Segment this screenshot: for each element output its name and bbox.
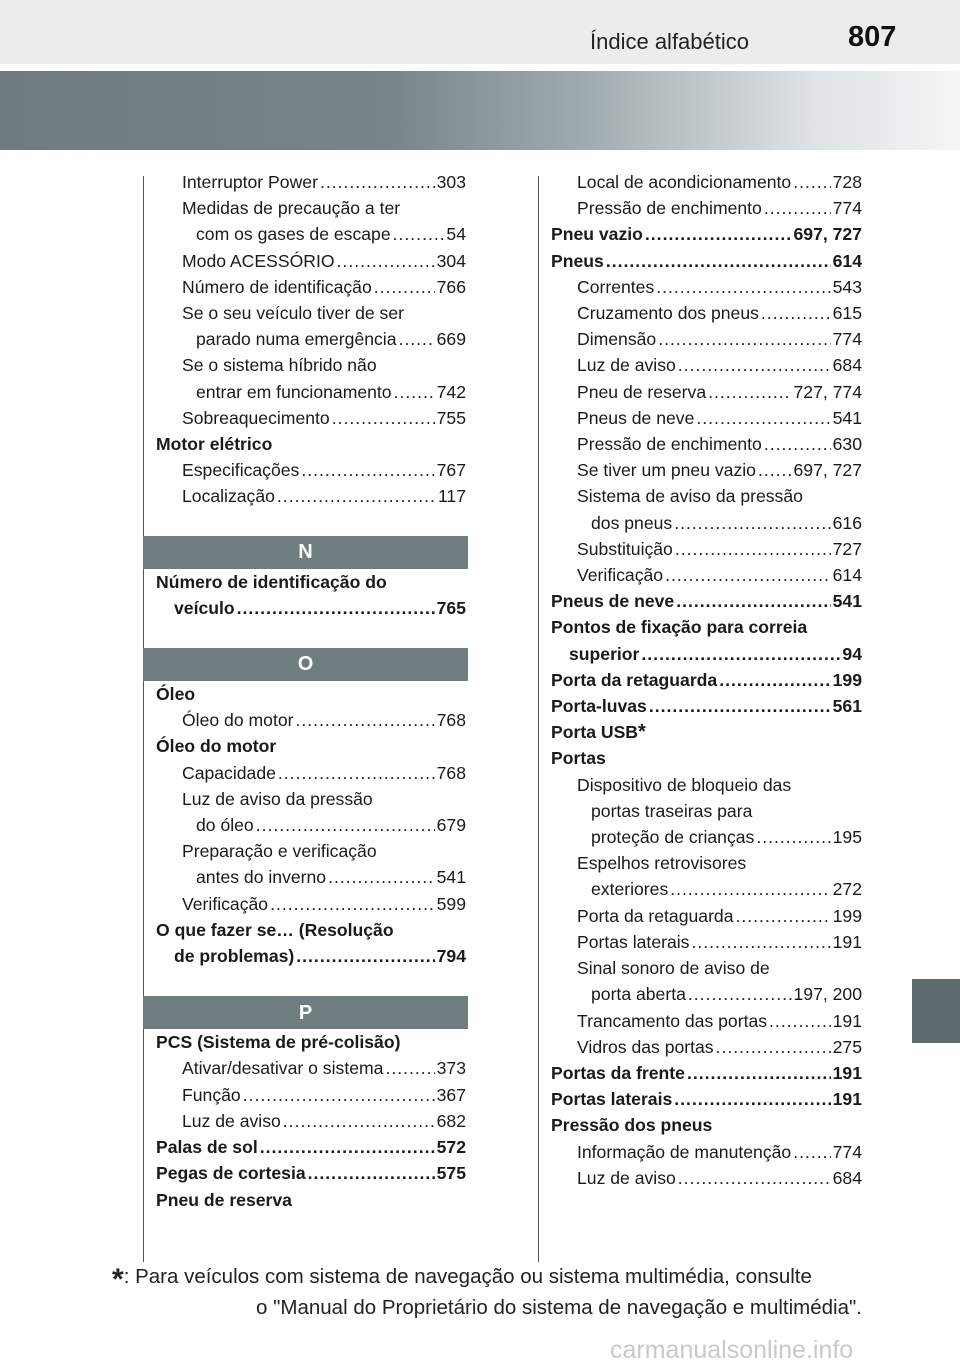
entry-term: Espelhos retrovisores: [577, 853, 747, 874]
entry-term: Porta da retaguarda: [551, 669, 718, 690]
entry-term: Verificação: [577, 565, 664, 586]
entry-term: Óleo do motor: [182, 710, 294, 731]
index-entry: [551, 457, 862, 483]
entry-term: Pneu vazio: [551, 224, 643, 245]
entry-term: porta aberta: [591, 984, 686, 1005]
entry-term: Pressão dos pneus: [551, 1115, 713, 1136]
index-entry: [551, 614, 862, 640]
index-entry: [551, 326, 862, 352]
entry-page-ref: 774: [832, 329, 862, 350]
entry-page-ref: 768: [436, 762, 466, 783]
entry-term: Sobreaquecimento: [182, 407, 330, 428]
entry-term: PCS (Sistema de pré-colisão): [156, 1032, 401, 1053]
index-entry: [156, 169, 466, 195]
entry-term: Pegas de cortesia: [156, 1163, 306, 1184]
dot-leader: [328, 864, 435, 890]
index-entry: [156, 1160, 466, 1186]
index-entry: [156, 864, 466, 890]
section-header-p: P: [143, 996, 468, 1029]
entry-page-ref: 755: [436, 407, 466, 428]
entry-page-ref: 615: [832, 303, 862, 324]
index-entry: [156, 195, 466, 221]
dot-leader: [656, 274, 830, 300]
dot-leader: [665, 562, 831, 588]
index-entry: [551, 431, 862, 457]
index-entry: [156, 483, 466, 509]
dot-leader: [645, 221, 792, 247]
entry-page-ref: 195: [832, 827, 862, 848]
index-entry: [156, 352, 466, 378]
entry-term: Se o seu veículo tiver de ser: [182, 303, 404, 324]
section-header-n: N: [143, 536, 468, 569]
entry-page-ref: 94: [842, 643, 862, 664]
index-entry: [156, 838, 466, 864]
entry-term: Se tiver um pneu vazio: [577, 460, 756, 481]
entry-term: Porta USB: [551, 722, 639, 743]
index-entry: [551, 483, 862, 509]
entry-page-ref: 727, 774: [793, 381, 862, 402]
index-entry: [551, 300, 862, 326]
entry-page-ref: 572: [436, 1137, 466, 1158]
entry-page-ref: 541: [832, 407, 862, 428]
dot-leader: [658, 326, 830, 352]
entry-page-ref: 669: [436, 329, 466, 350]
left-column-rule: [143, 176, 144, 1262]
index-entry: [551, 745, 862, 771]
entry-term: Medidas de precaução a ter: [182, 198, 401, 219]
index-entry: [551, 772, 862, 798]
entry-page-ref: 742: [436, 381, 466, 402]
entry-term: Interruptor Power: [182, 172, 318, 192]
entry-term: Porta da retaguarda: [577, 905, 734, 926]
index-entry: [551, 1165, 862, 1191]
index-entry: [551, 1112, 862, 1138]
dot-leader: [676, 588, 830, 614]
dot-leader: [716, 1034, 831, 1060]
dot-leader: [278, 760, 435, 786]
index-column-left: [156, 169, 466, 1213]
entry-term: Porta-luvas: [551, 696, 647, 717]
dot-leader: [295, 707, 434, 733]
dot-leader: [308, 1160, 435, 1186]
index-entry: [156, 707, 466, 733]
entry-page-ref: 561: [832, 696, 862, 717]
entry-term: do óleo: [196, 815, 254, 836]
footnote-line-2: o "Manual do Proprietário do sistema de navegação e multimédia".: [256, 1296, 862, 1319]
entry-page-ref: 697, 727: [793, 224, 862, 245]
index-entry: [156, 1108, 466, 1134]
chapter-side-tab: [912, 979, 960, 1043]
entry-page-ref: 794: [436, 946, 466, 967]
index-entry: [551, 274, 862, 300]
entry-term: Portas: [551, 748, 606, 769]
entry-term: veículo: [174, 597, 235, 618]
dot-leader: [758, 457, 792, 483]
entry-page-ref: 303: [436, 172, 466, 192]
dot-leader: [736, 903, 831, 929]
dot-leader: [277, 483, 436, 509]
entry-term: Vidros das portas: [577, 1036, 714, 1057]
entry-term: Luz de aviso: [577, 1167, 676, 1188]
entry-page-ref: 373: [436, 1058, 466, 1079]
entry-term: Substituição: [577, 538, 673, 559]
index-entry: [551, 562, 862, 588]
entry-page-ref: 630: [832, 434, 862, 455]
entry-term: Verificação: [182, 893, 269, 914]
index-column-right: [551, 169, 862, 1191]
index-entry: [551, 641, 862, 667]
dot-leader: [399, 326, 435, 352]
dot-leader: [332, 405, 435, 431]
dot-leader: [719, 667, 830, 693]
dot-leader: [688, 981, 792, 1007]
entry-term: Pneus de neve: [551, 591, 675, 612]
section-spacer: [156, 969, 466, 996]
entry-term: entrar em funcionamento: [196, 381, 392, 402]
dot-leader: [641, 641, 840, 667]
dot-leader: [674, 1086, 830, 1112]
index-entry: [156, 595, 466, 621]
entry-page-ref: 117: [437, 486, 466, 507]
dot-leader: [696, 405, 830, 431]
index-entry: [551, 876, 862, 902]
index-entry: [156, 1055, 466, 1081]
entry-page-ref: 768: [436, 710, 466, 731]
entry-page-ref: 614: [832, 565, 862, 586]
entry-term: Portas laterais: [551, 1089, 673, 1110]
entry-term: Cruzamento dos pneus: [577, 303, 759, 324]
dot-leader: [256, 812, 435, 838]
entry-page-ref: 197, 200: [793, 984, 862, 1005]
entry-term: Capacidade: [182, 762, 276, 783]
dot-leader: [606, 248, 831, 274]
index-entry: [551, 379, 862, 405]
entry-page-ref: 684: [832, 1167, 862, 1188]
entry-term: Dispositivo de bloqueio das: [577, 774, 792, 795]
entry-term: Preparação e verificação: [182, 841, 377, 862]
entry-page-ref: 367: [436, 1084, 466, 1105]
entry-page-ref: 765: [436, 597, 466, 618]
dot-leader: [687, 1060, 831, 1086]
index-entry: [156, 1187, 466, 1213]
index-entry: [551, 981, 862, 1007]
dot-leader: [674, 510, 830, 536]
index-entry: [156, 457, 466, 483]
entry-page-ref: 304: [436, 250, 466, 271]
index-entry: [156, 326, 466, 352]
entry-term: Portas laterais: [577, 931, 690, 952]
index-entry: [156, 405, 466, 431]
right-column-rule: [538, 176, 539, 1262]
entry-term: Pneu de reserva: [577, 381, 707, 402]
dot-leader: [320, 169, 435, 195]
page-header-bar: [0, 0, 960, 64]
footnote-marker: *: [112, 1263, 124, 1296]
dot-leader: [243, 1082, 435, 1108]
dot-leader: [793, 169, 830, 195]
dot-leader: [769, 1008, 831, 1034]
dot-leader: [337, 248, 435, 274]
entry-term: Localização: [182, 486, 275, 507]
entry-term: de problemas): [174, 946, 295, 967]
dot-leader: [793, 1139, 830, 1165]
entry-page-ref: 272: [832, 879, 862, 900]
dot-leader: [649, 693, 831, 719]
dot-leader: [270, 891, 435, 917]
dot-leader: [670, 876, 830, 902]
dot-leader: [385, 1055, 434, 1081]
index-entry: [156, 1082, 466, 1108]
index-entry: [156, 221, 466, 247]
entry-term: com os gases de escape: [196, 224, 391, 245]
entry-page-ref: 697, 727: [793, 460, 862, 481]
dot-leader: [296, 943, 434, 969]
dot-leader: [678, 1165, 831, 1191]
entry-page-ref: 541: [832, 591, 862, 612]
entry-page-ref: 541: [436, 867, 466, 888]
index-entry: [156, 891, 466, 917]
entry-term: Óleo do motor: [156, 736, 277, 757]
index-entry: [551, 1139, 862, 1165]
index-entry: [551, 169, 862, 195]
dot-leader: [301, 457, 434, 483]
index-entry: [156, 1029, 466, 1055]
entry-term: Modo ACESSÓRIO: [182, 250, 335, 271]
entry-page-ref: 191: [832, 1089, 862, 1110]
dot-leader: [237, 595, 435, 621]
entry-page-ref: 614: [832, 250, 862, 271]
index-entry: [551, 1086, 862, 1112]
entry-term: Ativar/desativar o sistema: [182, 1058, 384, 1079]
footnote: [112, 1263, 862, 1322]
dot-leader: [283, 1108, 435, 1134]
index-entry: [551, 798, 862, 824]
dot-leader: [708, 379, 791, 405]
entry-term: exteriores: [591, 879, 669, 900]
dot-leader: [393, 221, 445, 247]
entry-page-ref: 766: [436, 276, 466, 297]
entry-term: parado numa emergência: [196, 329, 397, 350]
entry-page-ref: 275: [832, 1036, 862, 1057]
entry-term: Número de identificação do: [156, 571, 387, 592]
entry-term: dos pneus: [591, 512, 673, 533]
index-entry: [551, 1034, 862, 1060]
index-entry: [551, 1008, 862, 1034]
entry-page-ref: 199: [832, 905, 862, 926]
page-title: Índice alfabético: [590, 29, 749, 54]
index-entry: [551, 955, 862, 981]
index-entry: [156, 917, 466, 943]
index-entry: [551, 405, 862, 431]
index-entry: [156, 760, 466, 786]
index-entry: [551, 510, 862, 536]
dot-leader: [394, 379, 435, 405]
entry-term: Sinal sonoro de aviso de: [577, 958, 770, 979]
entry-term: Número de identificação: [182, 276, 372, 297]
entry-term: Pressão de enchimento: [577, 198, 762, 219]
index-entry: [551, 248, 862, 274]
entry-term: Luz de aviso da pressão: [182, 788, 373, 809]
footnote-line-1: : Para veículos com sistema de navegação ou sistema multimédia, consulte: [123, 1265, 812, 1288]
index-entry: [156, 431, 466, 457]
dot-leader: [764, 195, 831, 221]
index-entry: Porta USB *: [551, 719, 862, 745]
entry-term: Local de acondicionamento: [577, 172, 792, 192]
entry-term: Se o sistema híbrido não: [182, 355, 377, 376]
entry-term: Dimensão: [577, 329, 657, 350]
entry-page-ref: 774: [832, 198, 862, 219]
header-banner: [0, 71, 960, 150]
entry-page-ref: 728: [832, 172, 862, 192]
index-entry: [156, 786, 466, 812]
index-entry: [551, 850, 862, 876]
entry-page-ref: 191: [832, 931, 862, 952]
entry-page-ref: 191: [832, 1062, 862, 1083]
entry-page-ref: 599: [436, 893, 466, 914]
entry-term: Pneus: [551, 250, 604, 271]
dot-leader: [675, 536, 831, 562]
entry-page-ref: 774: [832, 1141, 862, 1162]
index-entry: [551, 667, 862, 693]
index-entry: [156, 1134, 466, 1160]
index-entry: [551, 536, 862, 562]
entry-term: Palas de sol: [156, 1137, 258, 1158]
entry-page-ref: 199: [832, 669, 862, 690]
entry-page-ref: 682: [436, 1110, 466, 1131]
entry-term: Especificações: [182, 460, 300, 481]
dot-leader: [756, 824, 830, 850]
index-entry: [551, 693, 862, 719]
entry-term: Sistema de aviso da pressão: [577, 486, 803, 507]
index-entry: [156, 681, 466, 707]
watermark: carmanualsonline.info: [610, 1336, 854, 1364]
index-entry: [551, 929, 862, 955]
index-entry: [551, 221, 862, 247]
entry-term: O que fazer se… (Resolução: [156, 919, 394, 940]
entry-term: Pneus de neve: [577, 407, 695, 428]
entry-term: superior: [569, 643, 640, 664]
entry-term: Função: [182, 1084, 241, 1105]
index-entry: [551, 195, 862, 221]
entry-page-ref: 679: [436, 815, 466, 836]
entry-page-ref: 54: [446, 224, 466, 245]
entry-page-ref: 767: [436, 460, 466, 481]
page-number: 807: [848, 21, 897, 53]
dot-leader: [374, 274, 435, 300]
index-entry: [156, 943, 466, 969]
entry-term: Pneu de reserva: [156, 1189, 292, 1210]
entry-term: Trancamento das portas: [577, 1010, 768, 1031]
section-header-o: O: [143, 648, 468, 681]
entry-term: Pontos de fixação para correia: [551, 617, 808, 638]
entry-page-ref: 191: [832, 1010, 862, 1031]
entry-term: Portas da frente: [551, 1062, 685, 1083]
entry-term: Motor elétrico: [156, 434, 273, 455]
entry-page-ref: 727: [832, 538, 862, 559]
entry-term: proteção de crianças: [591, 827, 755, 848]
index-entry: [551, 352, 862, 378]
entry-page-ref: 616: [832, 512, 862, 533]
entry-page-ref: 543: [832, 276, 862, 297]
entry-term: Luz de aviso: [577, 355, 676, 376]
entry-page-ref: 684: [832, 355, 862, 376]
entry-term: Correntes: [577, 276, 655, 297]
entry-page-ref: 575: [436, 1163, 466, 1184]
index-entry: [551, 824, 862, 850]
entry-term: antes do inverno: [196, 867, 327, 888]
index-entry: [551, 588, 862, 614]
section-spacer: [156, 510, 466, 536]
index-entry: [156, 733, 466, 759]
entry-term: Óleo: [156, 684, 196, 705]
index-entry: [156, 300, 466, 326]
index-entry: [156, 569, 466, 595]
dot-leader: [678, 352, 831, 378]
index-entry: [551, 1060, 862, 1086]
dot-leader: [260, 1134, 435, 1160]
section-spacer: [156, 621, 466, 648]
index-entry: [551, 903, 862, 929]
entry-term: portas traseiras para: [591, 800, 753, 821]
entry-term: Informação de manutenção: [577, 1141, 792, 1162]
entry-term: Luz de aviso: [182, 1110, 281, 1131]
dot-leader: [691, 929, 830, 955]
index-entry: [156, 379, 466, 405]
index-entry: [156, 274, 466, 300]
dot-leader: [761, 300, 831, 326]
index-entry: [156, 248, 466, 274]
entry-term: Pressão de enchimento: [577, 434, 762, 455]
dot-leader: [764, 431, 831, 457]
index-entry: [156, 812, 466, 838]
